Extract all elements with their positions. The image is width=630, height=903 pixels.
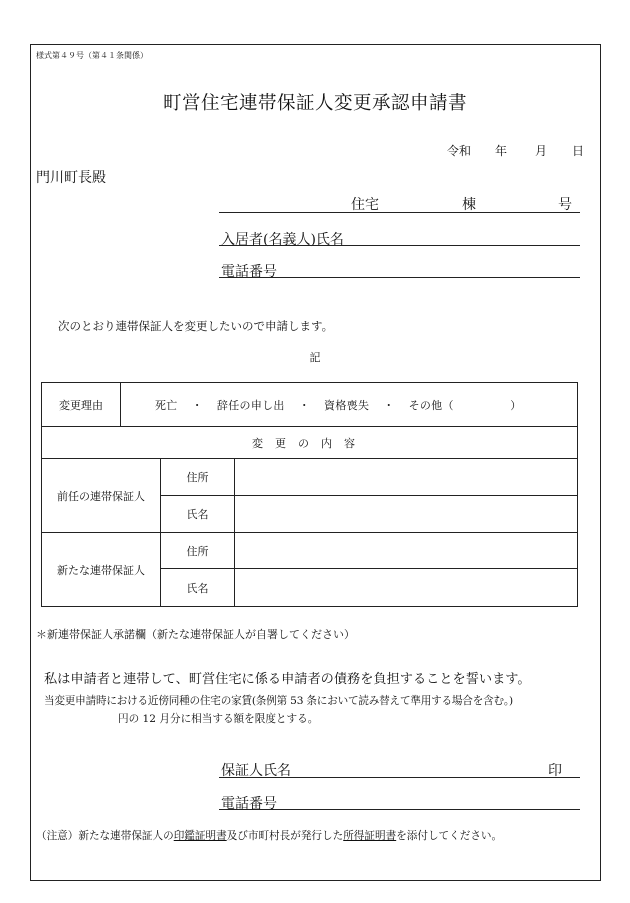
previous-guarantor-label: 前任の連帯保証人	[42, 459, 161, 533]
seal-mark: 印	[548, 763, 562, 779]
rent-text-line2: 円の 12 月分に相当する額を限度とする。	[118, 713, 319, 725]
pledge-text: 私は申請者と連帯して、町営住宅に係る申請者の債務を負担することを誓います。	[44, 672, 531, 687]
resident-name-line	[219, 245, 580, 246]
rent-text-line1: 当変更申請時における近傍同種の住宅の家賃(条例第 53 条において読み替えて準用する場合を含む。)	[44, 695, 513, 707]
note-prefix: （注意）新たな連帯保証人の	[36, 830, 174, 842]
reason-options	[121, 383, 578, 427]
separator: ・	[191, 398, 203, 412]
new-name-label: 氏名	[161, 569, 235, 607]
housing-line	[219, 212, 580, 213]
note-suffix: を添付してください。	[396, 830, 503, 842]
previous-name-label: 氏名	[161, 496, 235, 533]
housing-label: 住宅	[351, 197, 379, 213]
addressee: 門川町長殿	[36, 170, 106, 186]
previous-address-field[interactable]	[235, 459, 578, 496]
contents-header: 変更の内容	[42, 427, 578, 459]
intro-text: 次のとおり連帯保証人を変更したいので申請します。	[58, 319, 334, 333]
applicant-phone-line	[219, 277, 580, 278]
previous-address-label: 住所	[161, 459, 235, 496]
guarantor-section-heading: ＊新連帯保証人承諾欄（新たな連帯保証人が自署してください）	[36, 628, 355, 641]
separator: ・	[383, 398, 395, 412]
note-middle: 及び市町村長が発行した	[226, 830, 344, 842]
guarantor-name-label: 保証人氏名	[221, 763, 291, 779]
seal-certificate: 印鑑証明書	[173, 830, 227, 842]
date-era: 令和	[447, 144, 472, 158]
reason-death: 死亡	[155, 398, 178, 412]
building-label: 棟	[462, 197, 476, 213]
date-year: 年	[495, 144, 508, 158]
room-number-label: 号	[558, 197, 572, 213]
guarantor-name-line	[219, 777, 580, 778]
ki-label: 記	[309, 351, 321, 364]
reason-disqualified: 資格喪失	[324, 398, 370, 412]
change-table	[41, 382, 578, 607]
income-certificate: 所得証明書	[343, 830, 397, 842]
reason-resignation: 辞任の申し出	[216, 398, 285, 412]
separator: ・	[298, 398, 311, 412]
new-address-field[interactable]	[235, 533, 578, 569]
date-day: 日	[572, 144, 585, 158]
new-guarantor-label: 新たな連帯保証人	[42, 533, 161, 607]
attachment-note	[36, 828, 502, 843]
applicant-phone-label: 電話番号	[221, 264, 277, 280]
resident-name-label: 入居者(名義人)氏名	[221, 232, 344, 248]
date-month: 月	[535, 144, 548, 158]
reason-label: 変更理由	[42, 383, 121, 427]
previous-name-field[interactable]	[235, 496, 578, 533]
new-address-label: 住所	[161, 533, 235, 569]
guarantor-phone-label: 電話番号	[221, 796, 277, 812]
guarantor-phone-line	[219, 809, 580, 810]
form-number: 様式第４９号（第４１条関係）	[36, 51, 148, 60]
new-name-field[interactable]	[235, 569, 578, 607]
reason-other: その他（ ）	[408, 398, 522, 412]
form-title: 町営住宅連帯保証人変更承認申請書	[162, 93, 467, 114]
